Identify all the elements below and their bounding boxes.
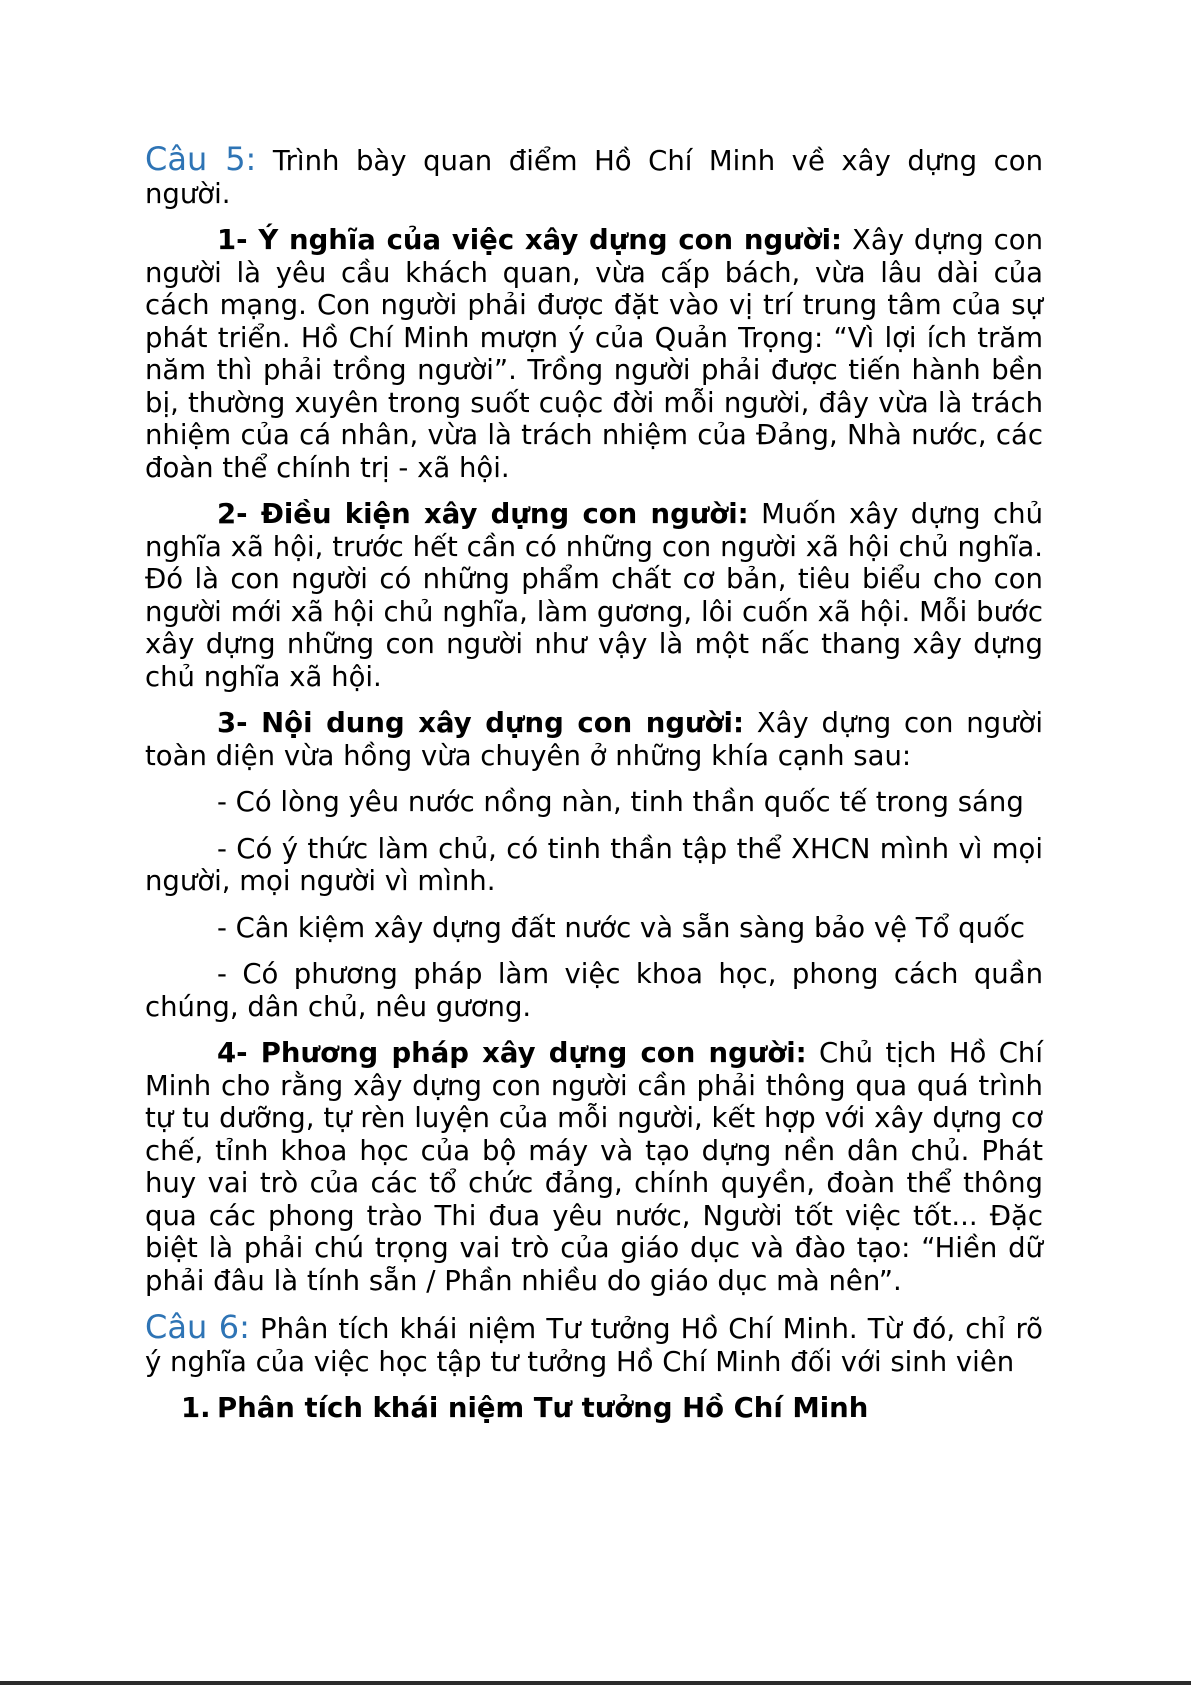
section-4-body: Chủ tịch Hồ Chí Minh cho rằng xây dựng con người cần phải thông qua quá trình tự tu dưỡng, tự rèn luyện của mỗi người, kết hợp với xây dựng cơ chế, tỉnh khoa học của bộ máy và tạo dựng nền dân chủ. Phát huy vai trò của các tổ chức đảng, chính quyền, đoàn thể thông qua các phong trào Thi đua yêu nước, Người tốt việc tốt... Đặc biệt là phải chú trọng vai trò của giáo dục và đào tạo: “Hiền dữ phải đâu là tính sẵn / Phần nhiều do giáo dục mà nên”. (145, 1037, 1043, 1297)
section-2 (145, 498, 1043, 693)
section-3-heading: 3- Nội dung xây dựng con người: (217, 707, 744, 739)
section-3-body: Xây dựng con người toàn diện vừa hồng vừa chuyên ở những khía cạnh sau: (145, 707, 1043, 772)
section-1-body: Xây dựng con người là yêu cầu khách quan, vừa cấp bách, vừa lâu dài của cách mạng. Con người phải được đặt vào vị trí trung tâm của sự phát triển. Hồ Chí Minh mượn ý của Quản Trọng: “Vì lợi ích trăm năm thì phải trồng người”. Trồng người phải được tiến hành bền bị, thường xuyên trong suốt cuộc đời mỗi người, đây vừa là trách nhiệm của cá nhân, vừa là trách nhiệm của Đảng, Nhà nước, các đoàn thể chính trị - xã hội. (145, 224, 1043, 484)
question-6-label: Câu 6: (145, 1308, 250, 1346)
section-2-body: Muốn xây dựng chủ nghĩa xã hội, trước hết cần có những con người xã hội chủ nghĩa. Đó là con người có những phẩm chất cơ bản, tiêu biểu cho con người mới xã hội chủ nghĩa, làm gương, lôi cuốn xã hội. Mỗi bước xây dựng những con người như vậy là một nấc thang xây dựng chủ nghĩa xã hội. (145, 498, 1043, 693)
question-6 (145, 1308, 1044, 1378)
page-bottom-border (0, 1681, 1191, 1685)
bullet-item: - Có phương pháp làm việc khoa học, phong cách quần chúng, dân chủ, nêu gương. (145, 958, 1043, 1023)
question-5-label: Câu 5: (145, 140, 257, 178)
numbered-heading-text: Phân tích khái niệm Tư tưởng Hồ Chí Minh (217, 1392, 869, 1424)
document-page (145, 140, 1044, 1425)
bullet-item: - Có lòng yêu nước nồng nàn, tinh thần quốc tế trong sáng (217, 786, 1024, 818)
section-4-heading: 4- Phương pháp xây dựng con người: (217, 1037, 807, 1069)
numbered-heading-number: 1. (181, 1392, 211, 1424)
section-2-heading: 2- Điều kiện xây dựng con người: (217, 498, 749, 530)
question-6-text: Phân tích khái niệm Tư tưởng Hồ Chí Minh. Từ đó, chỉ rõ ý nghĩa của việc học tập tư tưởng Hồ Chí Minh đối với sinh viên (145, 1313, 1044, 1378)
section-3 (145, 707, 1043, 772)
bullet-item: - Có ý thức làm chủ, có tinh thần tập thể XHCN mình vì mọi người, mọi người vì mình. (145, 832, 1043, 897)
section-1-heading: 1- Ý nghĩa của việc xây dựng con người: (217, 224, 843, 256)
section-4 (145, 1037, 1043, 1297)
question-5-text: Trình bày quan điểm Hồ Chí Minh về xây dựng con người. (145, 145, 1044, 210)
question-5 (145, 140, 1044, 210)
numbered-heading (181, 1392, 1043, 1425)
bullet-item: - Cân kiệm xây dựng đất nước và sẵn sàng bảo vệ Tổ quốc (217, 911, 1025, 944)
section-1 (145, 224, 1043, 484)
